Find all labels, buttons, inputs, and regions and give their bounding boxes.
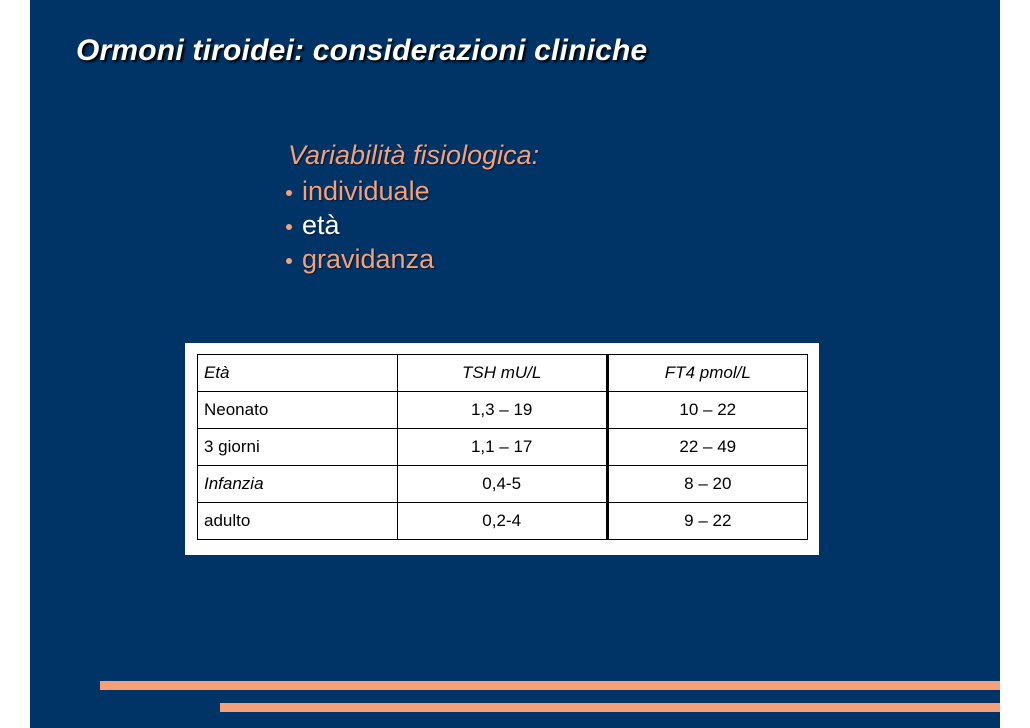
cell-age: adulto bbox=[198, 503, 398, 540]
reference-table bbox=[197, 354, 808, 540]
cell-age: 3 giorni bbox=[198, 429, 398, 466]
cell-ft4: 22 – 49 bbox=[607, 429, 807, 466]
slide bbox=[30, 0, 1000, 728]
header-eta: Età bbox=[198, 355, 398, 392]
bullet-list bbox=[284, 174, 434, 276]
cell-age: Infanzia bbox=[198, 466, 398, 503]
bullet-item bbox=[284, 174, 434, 208]
reference-table-panel bbox=[185, 343, 819, 555]
bullet-item bbox=[284, 242, 434, 276]
bullet-item bbox=[284, 208, 434, 242]
section-subtitle: Variabilità fisiologica: bbox=[288, 140, 540, 170]
table-row bbox=[198, 466, 808, 503]
cell-age: Neonato bbox=[198, 392, 398, 429]
table-row bbox=[198, 392, 808, 429]
bullet-dot-icon bbox=[286, 190, 292, 196]
bullet-dot-icon bbox=[286, 224, 292, 230]
table-row bbox=[198, 503, 808, 540]
slide-title: Ormoni tiroidei: considerazioni cliniche bbox=[76, 34, 648, 67]
header-tsh: TSH mU/L bbox=[397, 355, 607, 392]
cell-tsh: 1,3 – 19 bbox=[397, 392, 607, 429]
cell-ft4: 8 – 20 bbox=[607, 466, 807, 503]
bullet-text: individuale bbox=[302, 176, 430, 206]
bullet-dot-icon bbox=[286, 258, 292, 264]
bullet-text: età bbox=[302, 210, 340, 240]
table-header-row bbox=[198, 355, 808, 392]
cell-tsh: 1,1 – 17 bbox=[397, 429, 607, 466]
table-row bbox=[198, 429, 808, 466]
cell-ft4: 10 – 22 bbox=[607, 392, 807, 429]
header-ft4: FT4 pmol/L bbox=[607, 355, 807, 392]
bullet-text: gravidanza bbox=[302, 244, 435, 274]
cell-tsh: 0,4-5 bbox=[397, 466, 607, 503]
decorative-bar-bottom bbox=[220, 703, 1000, 712]
decorative-bar-top bbox=[100, 681, 1000, 690]
cell-tsh: 0,2-4 bbox=[397, 503, 607, 540]
cell-ft4: 9 – 22 bbox=[607, 503, 807, 540]
